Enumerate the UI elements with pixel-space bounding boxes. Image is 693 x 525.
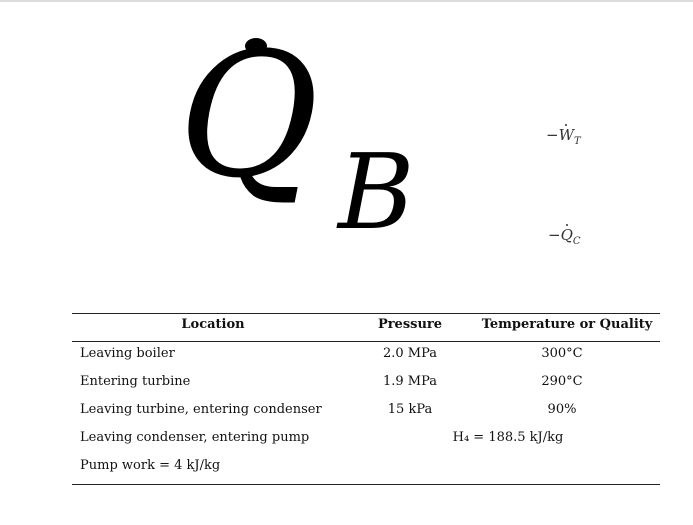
condenser-heat-prefix: − xyxy=(548,226,561,244)
turbine-work-symbol: W xyxy=(558,126,574,144)
cell-pump-work: Pump work = 4 kJ/kg xyxy=(80,458,221,473)
condenser-heat-label xyxy=(548,226,581,247)
table-header xyxy=(72,314,660,342)
table-row xyxy=(72,426,660,454)
cell-location: Leaving boiler xyxy=(80,346,175,361)
cell-pressure: 1.9 MPa xyxy=(382,374,438,389)
turbine-work-prefix: − xyxy=(546,126,559,144)
cell-temperature: 300°C xyxy=(541,346,583,361)
cell-enthalpy: H₄ = 188.5 kJ/kg xyxy=(452,430,564,445)
header-pressure: Pressure xyxy=(377,317,443,332)
condenser-heat-symbol: Q xyxy=(560,226,573,244)
cell-temperature: 290°C xyxy=(541,374,583,389)
cell-location: Leaving condenser, entering pump xyxy=(80,430,310,445)
table-row xyxy=(72,398,660,426)
table-row xyxy=(72,370,660,398)
heat-subscript: B xyxy=(338,131,415,253)
heat-input-label xyxy=(178,15,448,260)
state-table xyxy=(72,313,660,485)
cell-quality: 90% xyxy=(547,402,577,417)
turbine-work-label xyxy=(546,126,581,147)
header-location: Location xyxy=(181,317,245,332)
heat-symbol: Q xyxy=(178,15,320,216)
table-row xyxy=(72,454,660,482)
cell-location: Leaving turbine, entering condenser xyxy=(80,402,322,417)
cell-location: Entering turbine xyxy=(80,374,191,389)
cell-pressure: 2.0 MPa xyxy=(382,346,438,361)
header-temperature: Temperature or Quality xyxy=(481,317,653,332)
cell-pressure: 15 kPa xyxy=(387,402,433,417)
turbine-work-subscript: T xyxy=(574,136,581,147)
condenser-heat-subscript: C xyxy=(572,236,581,247)
table-row xyxy=(72,342,660,370)
